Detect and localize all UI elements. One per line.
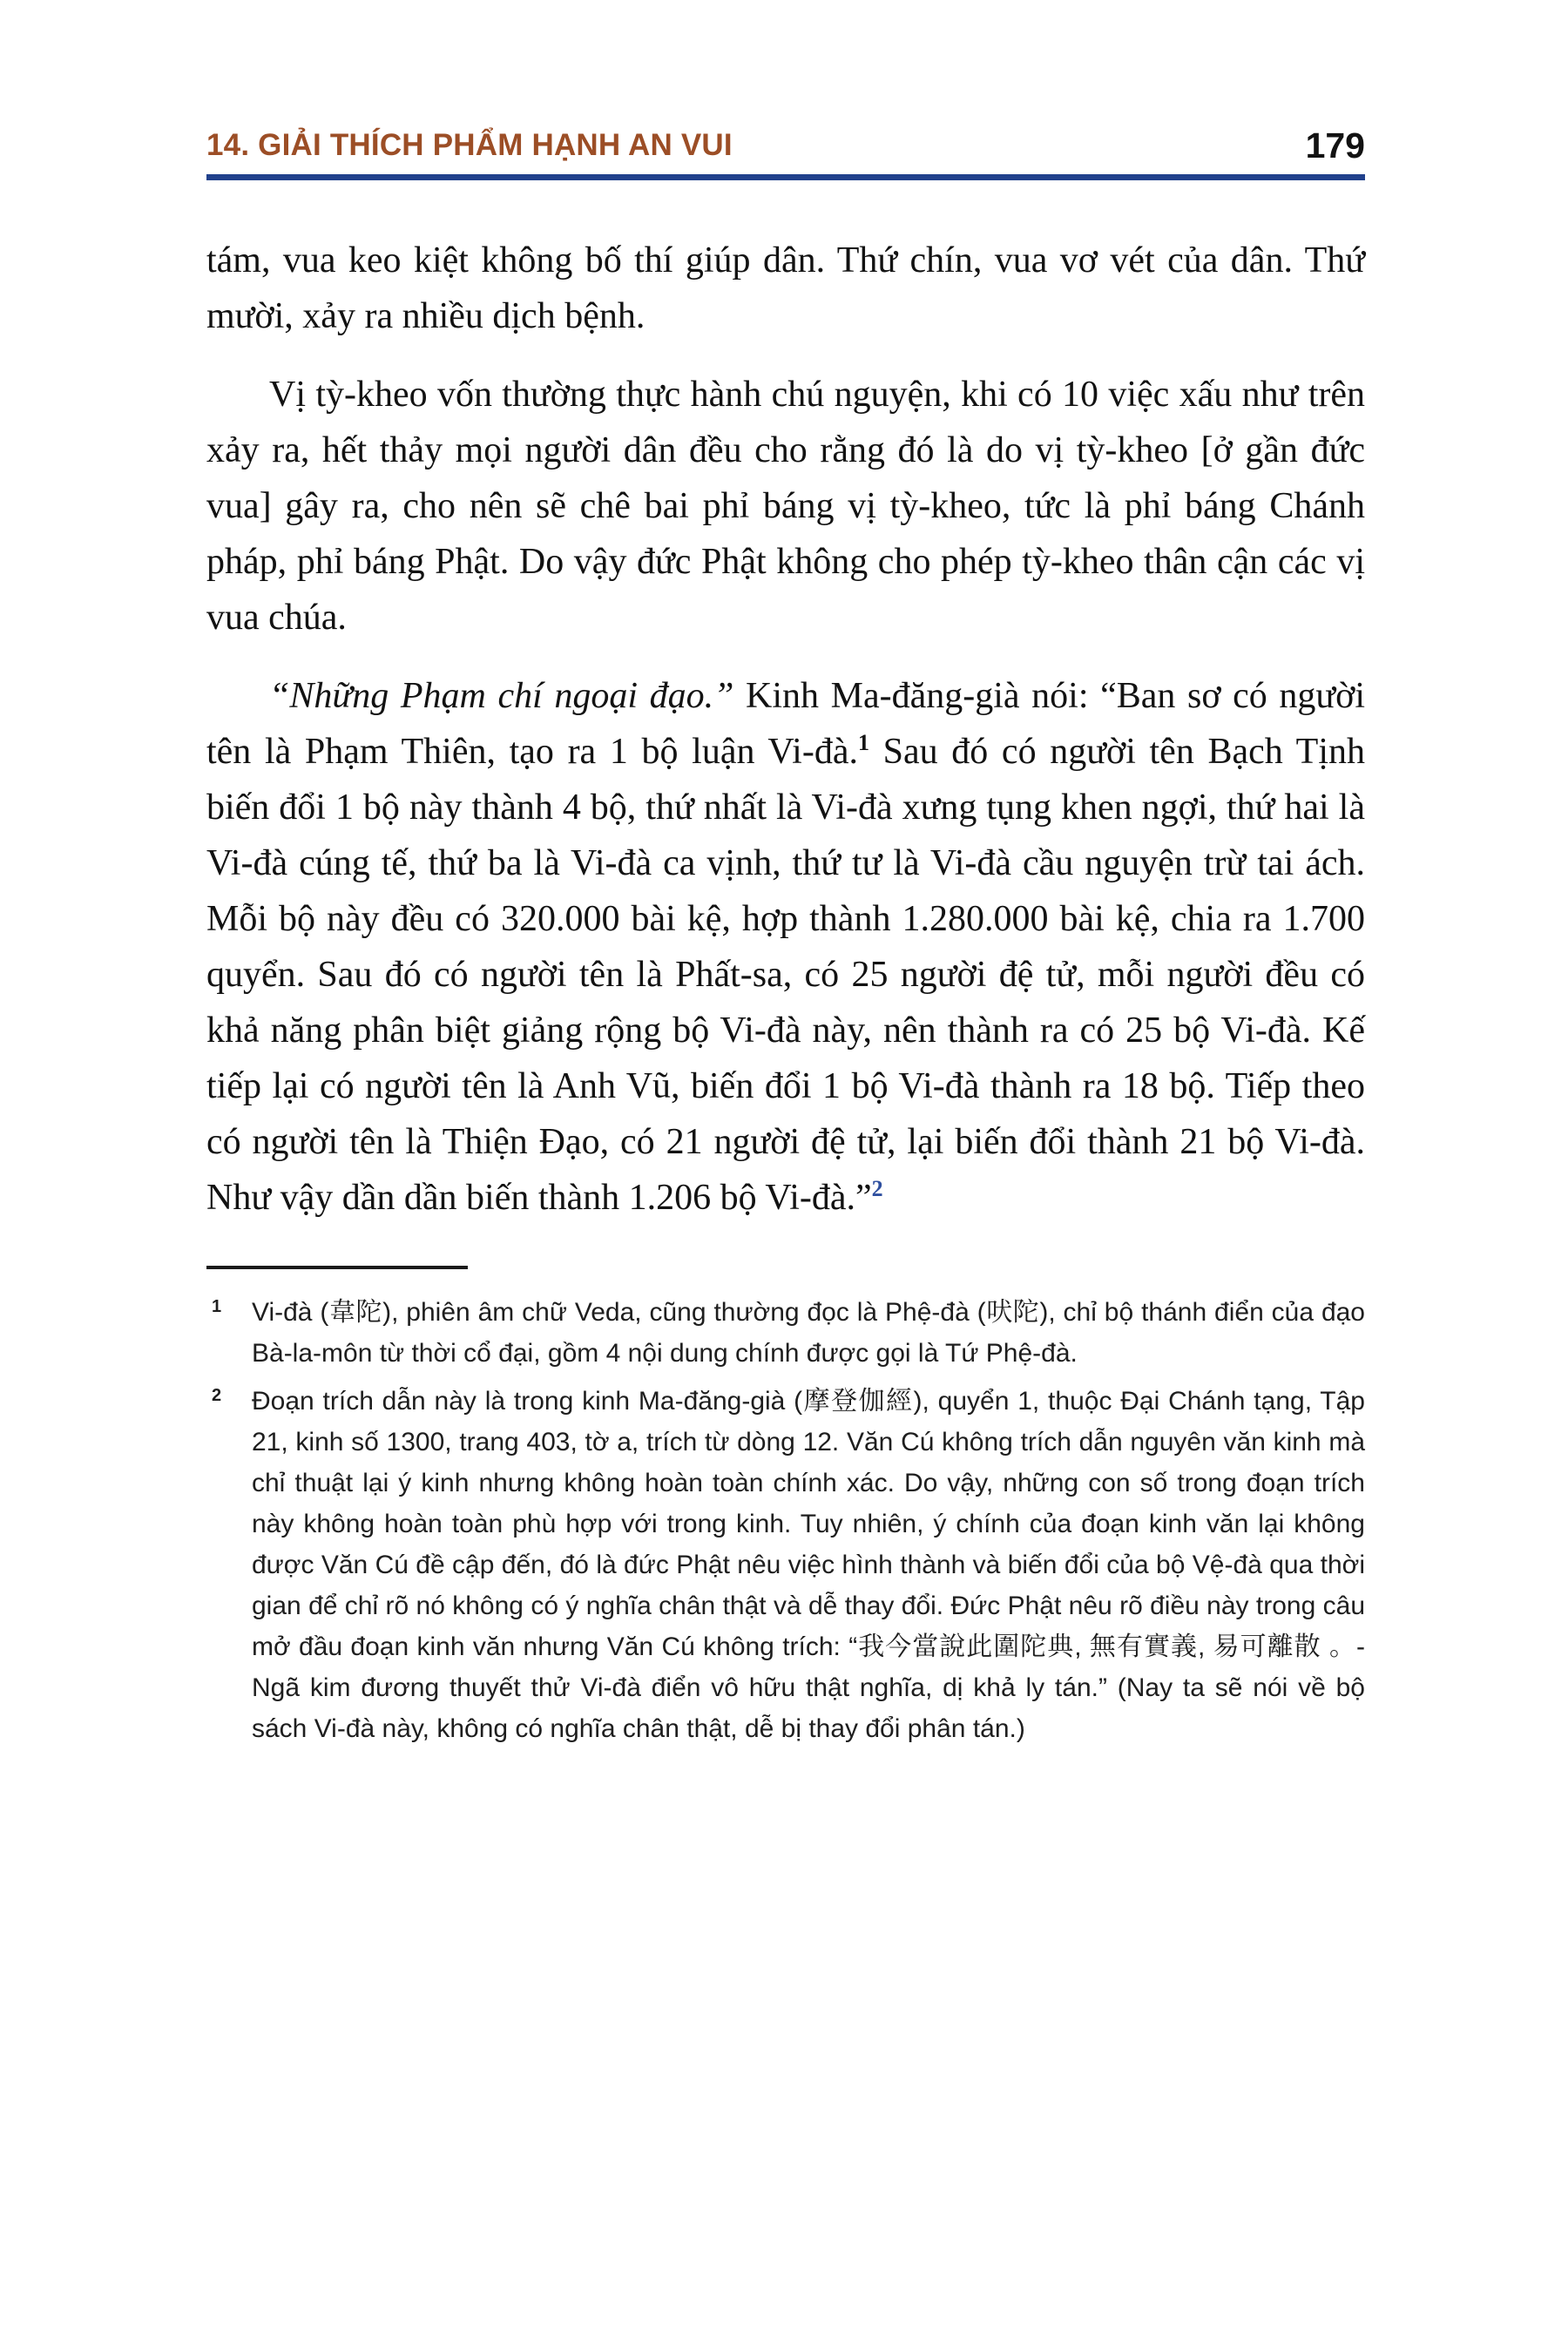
footnote-text: Vi-đà (韋陀), phiên âm chữ Veda, cũng thường đọc là Phệ-đà (吠陀), chỉ bộ thánh điển của đạo Bà-la-môn từ thời cổ đại, gồm 4 nội dung chính được gọi là Tứ Phệ-đà. bbox=[252, 1298, 1365, 1368]
footnote-reference: 1 bbox=[857, 730, 869, 755]
footnote-reference: 2 bbox=[871, 1176, 883, 1201]
italic-phrase: “Những Phạm chí ngoại đạo.” bbox=[269, 676, 734, 716]
footnote-marker: 2 bbox=[212, 1386, 222, 1405]
footnote bbox=[206, 1292, 1365, 1374]
paragraph bbox=[206, 668, 1365, 1226]
body-text bbox=[206, 233, 1365, 1226]
footnote-text: Đoạn trích dẫn này là trong kinh Ma-đăng-già (摩登伽經), quyển 1, thuộc Đại Chánh tạng, Tập 21, kinh số 1300, trang 403, tờ a, trích từ dòng 12. Văn Cú không trích dẫn nguyên văn kinh mà chỉ thuật lại ý kinh nhưng không hoàn toàn chính xác. Do vậy, những con số trong đoạn trích này không hoàn toàn phù hợp với trong kinh. Tuy nhiên, ý chính của đoạn kinh văn lại không được Văn Cú đề cập đến, đó là đức Phật nêu việc hình thành và biến đổi của bộ Vệ-đà qua thời gian để chỉ rõ nó không có ý nghĩa chân thật và dễ thay đổi. Đức Phật nêu rõ điều này trong câu mở đầu đoạn kinh văn nhưng Văn Cú không trích: “我今當說此圍陀典, 無有實義, 易可離散 。- Ngã kim đương thuyết thử Vi-đà điển vô hữu thật nghĩa, dị khả ly tán.” (Nay ta sẽ nói về bộ sách Vi-đà này, không có nghĩa chân thật, dễ bị thay đổi phân tán.) bbox=[252, 1387, 1365, 1743]
text-run: Sau đó có người tên Bạch Tịnh biến đổi 1 bộ này thành 4 bộ, thứ nhất là Vi-đà xưng tụng khen ngợi, thứ hai là Vi-đà cúng tế, thứ ba là Vi-đà ca vịnh, thứ tư là Vi-đà cầu nguyện trừ tai ách. Mỗi bộ này đều có 320.000 bài kệ, hợp thành 1.280.000 bài kệ, chia ra 1.700 quyển. Sau đó có người tên là Phất-sa, có 25 người đệ tử, mỗi người đều có khả năng phân biệt giảng rộng bộ Vi-đà này, nên thành ra có 25 bộ Vi-đà. Kế tiếp lại có người tên là Anh Vũ, biến đổi 1 bộ Vi-đà thành ra 18 bộ. Tiếp theo có người tên là Thiện Đạo, có 21 người đệ tử, lại biến đổi thành 21 bộ Vi-đà. Như vậy dần dần biến thành 1.206 bộ Vi-đà.” bbox=[206, 732, 1365, 1218]
page-number: 179 bbox=[1305, 125, 1365, 166]
text-run: tám, vua keo kiệt không bố thí giúp dân. Thứ chín, vua vơ vét của dân. Thứ mười, xảy ra nhiều dịch bệnh. bbox=[206, 240, 1365, 336]
paragraph bbox=[206, 367, 1365, 645]
header-row bbox=[206, 127, 1365, 164]
footnote-marker: 1 bbox=[212, 1297, 222, 1316]
footnote-separator bbox=[206, 1266, 468, 1269]
footnote bbox=[206, 1381, 1365, 1749]
footnotes bbox=[206, 1292, 1365, 1749]
text-run: Kinh Ma-đăng-già nói: “Ban sơ có người tên là Phạm Thiên, tạo ra 1 bộ luận Vi-đà. bbox=[206, 676, 1365, 772]
page-header bbox=[206, 127, 1365, 180]
running-header-title: 14. GIẢI THÍCH PHẨM HẠNH AN VUI bbox=[206, 128, 733, 162]
header-rule bbox=[206, 174, 1365, 180]
paragraph bbox=[206, 233, 1365, 344]
text-run: Vị tỳ-kheo vốn thường thực hành chú nguyện, khi có 10 việc xấu như trên xảy ra, hết thảy mọi người dân đều cho rằng đó là do vị tỳ-kheo [ở gần đức vua] gây ra, cho nên sẽ chê bai phỉ báng vị tỳ-kheo, tức là phỉ báng Chánh pháp, phỉ báng Phật. Do vậy đức Phật không cho phép tỳ-kheo thân cận các vị vua chúa. bbox=[206, 375, 1365, 638]
